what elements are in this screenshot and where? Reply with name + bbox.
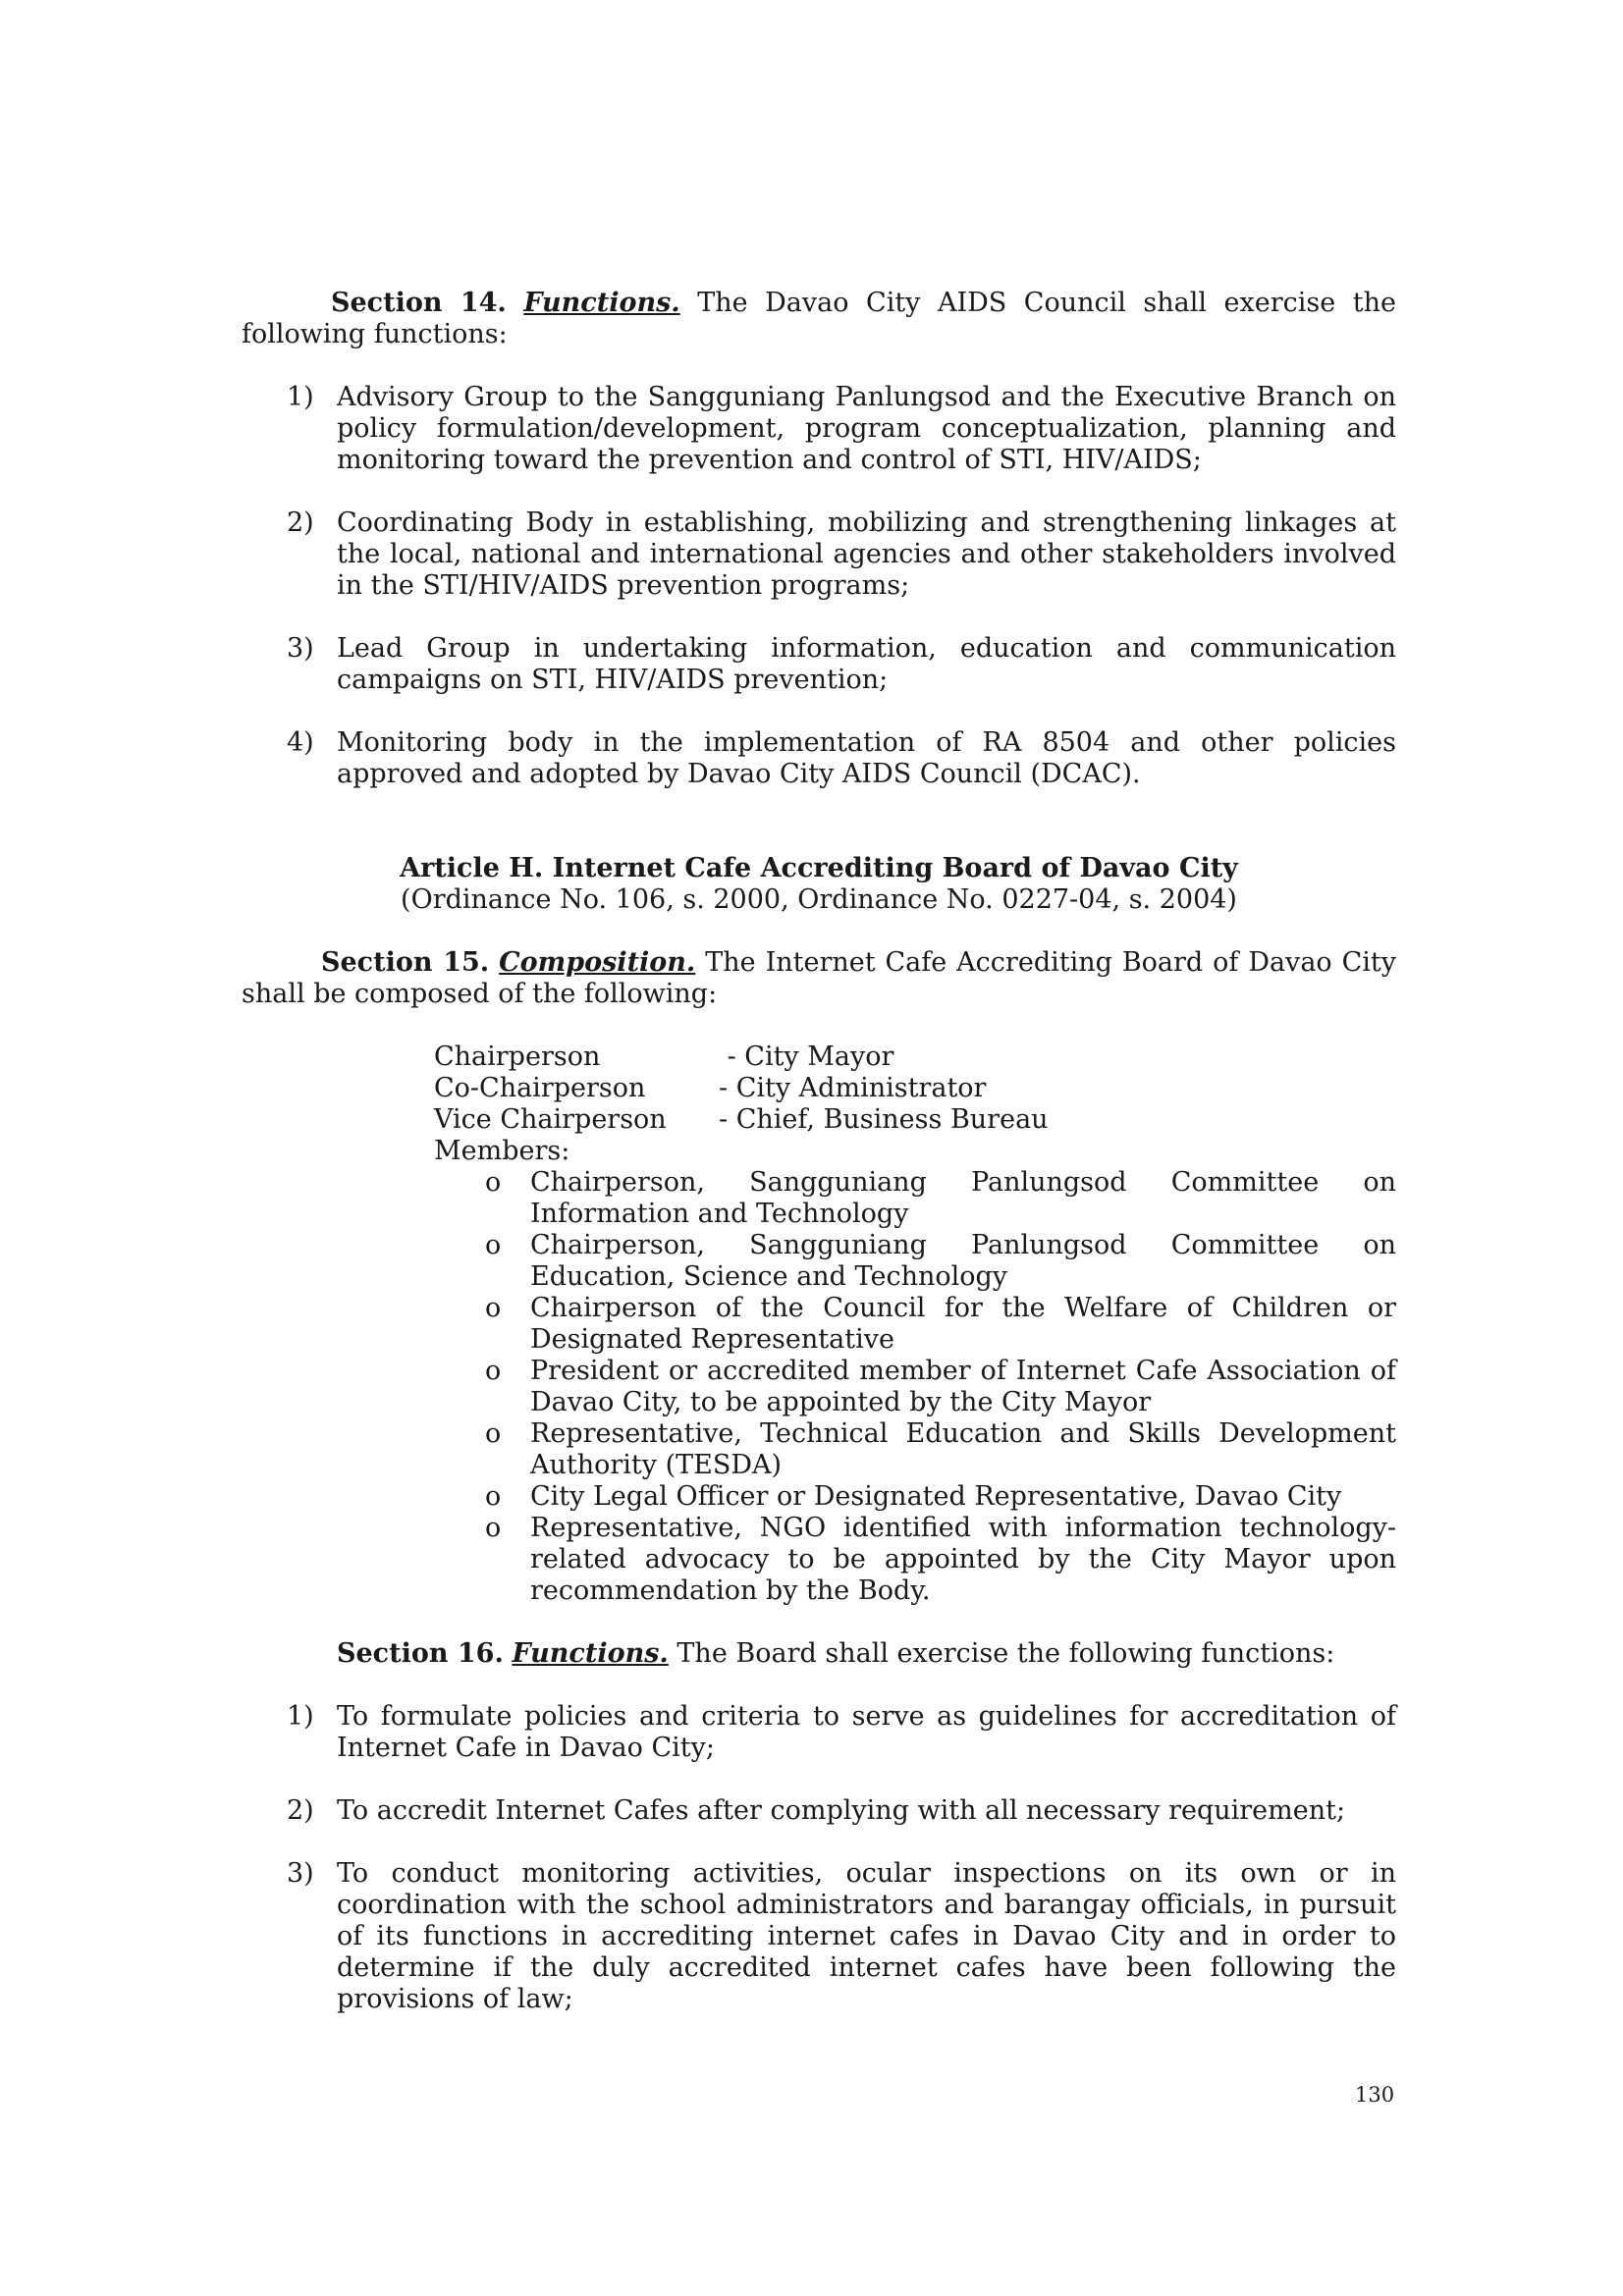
item-number: 2) — [287, 1795, 314, 1826]
member-text: Chairperson of the Council for the Welfare of Children or Designated Representative — [530, 1293, 1396, 1355]
bullet-marker: o — [485, 1418, 502, 1449]
section-14-label: Section 14. — [331, 288, 507, 318]
list-item — [242, 1795, 1396, 1827]
section-14-title: Functions. — [523, 288, 680, 318]
list-item — [434, 1167, 1396, 1230]
officer-holder: - City Administrator — [719, 1073, 987, 1103]
composition-block — [434, 1041, 1396, 1607]
section-16-label: Section 16. — [337, 1638, 504, 1669]
section-15-intro: The Internet Cafe Accrediting Board of Davao City shall be composed of the following: — [242, 947, 1396, 1009]
officer-role: Vice Chairperson — [434, 1104, 667, 1135]
member-text: Chairperson, Sangguniang Panlungsod Committee on Information and Technology — [530, 1167, 1396, 1229]
section-14-intro: The Davao City AIDS Council shall exercise the following functions: — [242, 288, 1396, 349]
item-text: To formulate policies and criteria to serve as guidelines for accreditation of Internet Cafe in Davao City; — [337, 1701, 1396, 1763]
section-16-title: Functions. — [512, 1638, 669, 1669]
member-text: City Legal Officer or Designated Representative, Davao City — [530, 1481, 1342, 1512]
item-text: Lead Group in undertaking information, education and communication campaigns on STI, HIV/AIDS prevention; — [337, 633, 1396, 695]
item-number: 3) — [287, 1858, 314, 1889]
members-label: Members: — [434, 1136, 570, 1166]
item-number: 3) — [287, 633, 314, 664]
section-14-functions-list — [242, 382, 1396, 790]
list-item — [434, 1230, 1396, 1293]
bullet-marker: o — [485, 1513, 502, 1543]
bullet-marker: o — [485, 1167, 502, 1198]
list-item — [434, 1356, 1396, 1418]
item-number: 2) — [287, 507, 314, 538]
article-title: Article H. Internet Cafe Accrediting Board of Davao City — [400, 853, 1238, 883]
section-16-functions-list — [242, 1701, 1396, 2015]
page-body — [242, 288, 1396, 2015]
section-15-heading — [242, 947, 1396, 1010]
officer-row — [434, 1073, 1396, 1104]
officer-role: Co-Chairperson — [434, 1073, 646, 1103]
list-item — [242, 727, 1396, 790]
officer-holder: - City Mayor — [719, 1041, 894, 1072]
item-number: 4) — [287, 727, 314, 758]
list-item — [434, 1293, 1396, 1356]
article-subtitle: (Ordinance No. 106, s. 2000, Ordinance No. 0227-04, s. 2004) — [401, 884, 1237, 915]
section-15-label: Section 15. — [321, 947, 490, 978]
list-item — [434, 1513, 1396, 1607]
list-item — [242, 382, 1396, 476]
member-text: Representative, Technical Education and Skills Development Authority (TESDA) — [530, 1418, 1396, 1480]
list-item — [242, 1701, 1396, 1764]
member-text: President or accredited member of Internet Cafe Association of Davao City, to be appointed by the City Mayor — [530, 1356, 1396, 1417]
list-item — [434, 1418, 1396, 1481]
item-text: Monitoring body in the implementation of RA 8504 and other policies approved and adopted by Davao City AIDS Council (DCAC). — [337, 727, 1396, 789]
section-16-heading — [242, 1638, 1396, 1670]
list-item — [434, 1481, 1396, 1513]
item-number: 1) — [287, 1701, 314, 1732]
officer-holder: - Chief, Business Bureau — [719, 1104, 1049, 1135]
item-text: To conduct monitoring activities, ocular inspections on its own or in coordination with the school administrators and barangay officials, in pursuit of its functions in accrediting internet cafes in Davao City and in order to determine if the duly accredited internet cafes have been following the provisions of law; — [337, 1858, 1396, 2014]
section-16-intro: The Board shall exercise the following functions: — [676, 1638, 1335, 1669]
section-15-title: Composition. — [499, 947, 696, 978]
list-item — [242, 633, 1396, 696]
officer-row — [434, 1041, 1396, 1073]
officer-row — [434, 1104, 1396, 1136]
item-text: Coordinating Body in establishing, mobilizing and strengthening linkages at the local, national and international agencies and other stakeholders involved in the STI/HIV/AIDS prevention programs; — [337, 507, 1396, 601]
page-number: 130 — [1355, 2083, 1395, 2107]
bullet-marker: o — [485, 1356, 502, 1386]
officer-role: Chairperson — [434, 1041, 601, 1072]
article-heading — [242, 853, 1396, 916]
member-text: Chairperson, Sangguniang Panlungsod Committee on Education, Science and Technology — [530, 1230, 1396, 1292]
list-item — [242, 1858, 1396, 2015]
bullet-marker: o — [485, 1481, 502, 1512]
item-number: 1) — [287, 382, 314, 412]
section-14-heading — [242, 288, 1396, 350]
list-item — [242, 507, 1396, 602]
bullet-marker: o — [485, 1230, 502, 1260]
item-text: Advisory Group to the Sangguniang Panlungsod and the Executive Branch on policy formulation/development, program conceptualization, planning and monitoring toward the prevention and control of STI, HIV/AIDS; — [337, 382, 1396, 475]
members-list — [434, 1167, 1396, 1607]
item-text: To accredit Internet Cafes after complying with all necessary requirement; — [337, 1795, 1346, 1826]
member-text: Representative, NGO identified with information technology-related advocacy to be appointed by the City Mayor upon recommendation by the Body. — [530, 1513, 1396, 1606]
bullet-marker: o — [485, 1293, 502, 1323]
